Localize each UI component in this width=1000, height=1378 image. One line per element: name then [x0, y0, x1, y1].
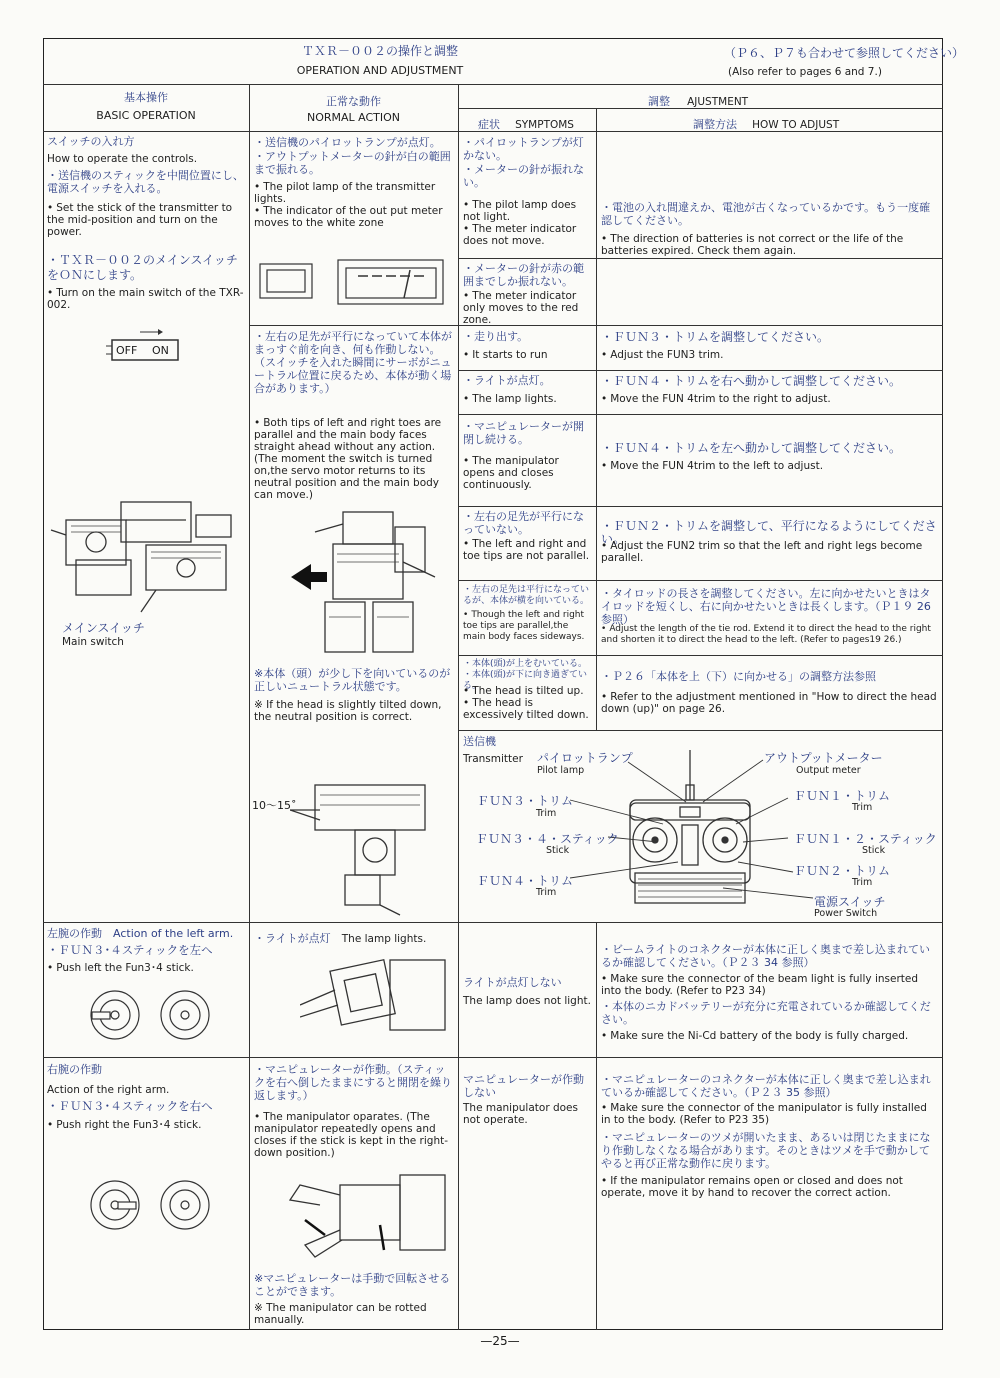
fun4-trim-label-jp: ＦＵＮ４・トリム [477, 874, 574, 888]
sym-toes-en: • The left and right and toe tips are not parallel. [463, 538, 593, 562]
output-meter-label-jp: アウトプットメーター [764, 751, 883, 765]
how-fun2-jp: ・ ＦＵＮ２・トリムを調整して、平行になるようにしてください。 [601, 520, 939, 546]
col-adjust-jp: 調整 [648, 95, 670, 108]
right-arm-step-jp: ・ ＦＵＮ３･４スティックを右へ [47, 1100, 247, 1113]
how-fun3-jp: ・ ＦＵＮ３・トリムを調整してください。 [601, 331, 939, 344]
rule [458, 580, 943, 581]
rule [458, 370, 943, 371]
rule [458, 84, 459, 1330]
sym-manip-cycle-en: • The manipulator opens and closes continuously. [463, 455, 593, 491]
left-arm-step-en: • Push left the Fun3･4 stick. [47, 962, 247, 974]
col-adjust-header [648, 90, 748, 109]
how-tierod-jp: ・ タイロッドの長さを調整してください。左に向かせたいときはタイロッドを短くし、右に向かせたいときは長くします。（Ｐ１９ 26 参照） [601, 587, 939, 626]
meter-figure [258, 258, 448, 308]
how-manip-connector-jp: ・ マニピュレーターのコネクターが本体に正しく奥まで差し込まれているか確認してください。（Ｐ２３ 35 参照） [601, 1073, 939, 1099]
right-arm-title-jp: 右腕の作動 [47, 1063, 102, 1076]
normal-lamp-jp: ライトが点灯 [265, 932, 331, 945]
normal-lamp-en: The lamp lights. [341, 933, 427, 945]
basic-switch-title-en: How to operate the controls. [47, 153, 198, 165]
angle-label: 10〜15˚ [252, 799, 297, 812]
normal-pilot-jp: ・ 送信機のパイロットランプが点灯。 [254, 136, 454, 149]
normal-note-manip-en: ※ The manipulator can be rotted manually. [254, 1302, 427, 1326]
col-normal-jp: 正常な動作 [326, 95, 381, 108]
fun2-trim-label-jp: ＦＵＮ２・トリム [794, 864, 891, 878]
main-switch-figure [100, 326, 190, 366]
robot-side-figure [290, 760, 450, 920]
normal-lamp [254, 927, 454, 946]
how-lamp-battery-en: • Make sure the Ni-Cd battery of the body is fully charged. [601, 1030, 939, 1042]
normal-note-head-en: ※ If the head is slightly tilted down, the neutral position is correct. [254, 699, 442, 723]
sym-lamp-on-jp: ・ ライトが点灯。 [463, 374, 593, 387]
sym-toes-jp: ・ 左右の足先が平行になっていない。 [463, 510, 593, 536]
main-switch-label-jp: メインスイッチ [62, 621, 145, 635]
col-symptoms-en: SYMPTOMS [515, 119, 574, 131]
rule [596, 922, 597, 1330]
fun1-trim-label-en: Trim [852, 802, 873, 813]
how-lamp-connector-jp: ・ ビームライトのコネクターが本体に正しく奥まで差し込まれているか確認してください。（Ｐ２３ 34 参照） [601, 943, 939, 969]
left-stick-figure [80, 985, 220, 1045]
basic-step1-en: • Set the stick of the transmitter to the mid-position and turn on the power. [47, 202, 247, 238]
sym-manip-off-en: The manipulator does not operate. [463, 1102, 578, 1126]
rule [458, 655, 943, 656]
col-adjust-en: AJUSTMENT [687, 96, 749, 108]
rule [458, 414, 943, 415]
sym-sideways-en: • Though the left and right toe tips are parallel,the main body faces sideways. [463, 610, 593, 643]
fun34-stick-label-en: Stick [546, 845, 570, 856]
how-lamp-battery-jp: ・ 本体のニカドバッテリーが充分に充電されているか確認してください。 [601, 1000, 939, 1026]
fun1-trim-label-jp: ＦＵＮ１・トリム [794, 789, 891, 803]
how-lamp-connector-en: • Make sure the connector of the beam light is fully inserted into the body. (Refer to P23 34) [601, 973, 939, 997]
how-battery-en: • The direction of batteries is not correct or the life of the batteries expired. Check them again. [601, 233, 939, 257]
sym-lamp-off-en: The lamp does not light. [463, 995, 591, 1007]
transmitter-title-jp: 送信機 [463, 735, 496, 748]
normal-note-manip-jp: ※マニピュレーターは手動で回転させることができます。 [254, 1272, 451, 1298]
fun12-stick-label-en: Stick [862, 845, 886, 856]
beam-light-figure [300, 945, 450, 1045]
col-symptoms-header [478, 113, 574, 132]
sym-head-up-en: • The head is tilted up. [463, 685, 593, 697]
rule [249, 325, 943, 326]
fun12-stick-label-jp: ＦＵＮ１・２・スティック [794, 832, 937, 846]
transmitter-title-en: Transmitter [463, 753, 523, 765]
output-meter-label-en: Output meter [796, 765, 861, 776]
sym-pilot-jp: ・ パイロットランプが灯かない。 [463, 136, 593, 162]
title-jp: ＴＸＲ－００２の操作と調整 [301, 44, 458, 58]
sym-lamp-on-en: • The lamp lights. [463, 393, 593, 405]
col-basic-jp: 基本操作 [124, 91, 168, 104]
col-how-header [693, 113, 839, 132]
left-arm-title: 左腕の作動 Action of the left arm. [47, 927, 234, 940]
sym-manip-off-jp: マニピュレーターが作動しない [463, 1073, 584, 1099]
rule [249, 84, 250, 1330]
page-number: —25— [480, 1334, 520, 1348]
sym-head-down-jp: ・ 本体(頭)が下に向き過ぎている。 [463, 670, 593, 692]
how-battery-jp: ・ 電池の入れ間違えか、電池が古くなっているかです。もう一度確認してください。 [601, 201, 939, 227]
robot-body-figure [46, 490, 246, 620]
fun34-stick-label-jp: ＦＵＮ３・４・スティック [476, 832, 619, 846]
pilot-lamp-label-en: Pilot lamp [537, 765, 585, 776]
switch-on-label: ON [152, 344, 169, 357]
sym-meter-en: • The meter indicator does not move. [463, 223, 593, 247]
col-how-en: HOW TO ADJUST [752, 119, 840, 131]
sym-meter-jp: ・ メーターの針が振れない。 [463, 163, 593, 189]
title-en: OPERATION AND ADJUSTMENT [296, 64, 464, 77]
rule [596, 108, 597, 730]
normal-manip-jp: ・ マニピュレーターが作動。（スティックを右へ倒したままにすると開閉を繰り返します。） [254, 1063, 454, 1102]
col-normal-en: NORMAL ACTION [306, 111, 401, 124]
rule [458, 258, 943, 259]
manipulator-figure [280, 1165, 450, 1265]
right-arm-title-en: Action of the right arm. [47, 1084, 170, 1096]
sym-red-zone-en: • The meter indicator only moves to the red zone. [463, 290, 593, 326]
sym-run-jp: ・ 走り出す。 [463, 330, 593, 343]
col-symptoms-jp: 症状 [478, 118, 500, 131]
basic-step1-jp: ・ 送信機のスティックを中間位置にし、電源スイッチを入れる。 [47, 169, 247, 195]
how-manip-claw-en: • If the manipulator remains open or closed and does not operate, move it by hand to recover the correct action. [601, 1175, 939, 1199]
how-head-en: • Refer to the adjustment mentioned in "How to direct the head down (up)" on page 26. [601, 691, 939, 715]
normal-neutral-jp: ・ 左右の足先が平行になっていて本体がまっすぐ前を向き、何も作動しない。（スイッチを入れた瞬間にサーボがニュートラル位置に戻るため、本体が動く場合があります。） [254, 330, 454, 395]
left-arm-step-jp: ・ ＦＵＮ３･４スティックを左へ [47, 944, 247, 957]
how-fun2-en: • Adjust the FUN2 trim so that the left and right legs become parallel. [601, 540, 939, 564]
how-tierod-en: • Adjust the length of the tie rod. Extend it to direct the head to the right and shorten it to direct the head to the left. (Refer to pages19 26.) [601, 624, 939, 646]
normal-meter-jp: ・ アウトプットメーターの針が白の範囲まで振れる。 [254, 150, 454, 176]
ref-jp: （Ｐ６、Ｐ７も合わせて参照してください） [724, 46, 965, 60]
power-switch-label-en: Power Switch [814, 908, 878, 919]
how-fun4-left-en: • Move the FUN 4trim to the left to adjust. [601, 460, 939, 472]
how-manip-claw-jp: ・ マニピュレーターのツメが開いたまま、あるいは閉じたままになり作動しなくなる場合があります。そのときはツメを手で動かしてやると再び正常な動作に戻ります。 [601, 1131, 939, 1170]
col-how-jp: 調整方法 [693, 118, 737, 131]
how-fun4-right-jp: ・ ＦＵＮ４・トリムを右へ動かして調整してください。 [601, 375, 939, 388]
main-switch-label-en: Main switch [62, 636, 124, 648]
sym-head-up-jp: ・ 本体(頭)が上をむいている。 [463, 659, 593, 670]
sym-lamp-off-jp: ライトが点灯しない [463, 976, 562, 989]
fun2-trim-label-en: Trim [852, 877, 873, 888]
normal-manip-en: • The manipulator oparates. (The manipulator repeatedly opens and closes if the stick is kept in the right-down position.) [254, 1111, 454, 1159]
rule [43, 922, 943, 923]
sym-red-zone-jp: ・ メーターの針が赤の範囲までしか振れない。 [463, 262, 593, 288]
col-basic-en: BASIC OPERATION [96, 109, 196, 122]
rule [43, 84, 943, 85]
ref-en: (Also refer to pages 6 and 7.) [728, 66, 882, 78]
switch-off-label: OFF [116, 344, 138, 357]
sym-run-en: • It starts to run [463, 349, 593, 361]
sym-pilot-en: • The pilot lamp does not light. [463, 199, 593, 223]
sym-head-down-en: • The head is excessively tilted down. [463, 697, 593, 721]
how-fun4-left-jp: ・ ＦＵＮ４・トリムを左へ動かして調整してください。 [601, 442, 939, 455]
right-arm-step-en: • Push right the Fun3･4 stick. [47, 1119, 247, 1131]
how-head-jp: ・ Ｐ２６「本体を上（下）に向かせる」の調整方法参照 [601, 670, 939, 683]
basic-step2-en: • Turn on the main switch of the TXR-002. [47, 287, 247, 311]
basic-switch-title-jp: スイッチの入れ方 [47, 135, 135, 148]
power-switch-label-jp: 電源スイッチ [814, 895, 886, 909]
how-fun3-en: • Adjust the FUN3 trim. [601, 349, 939, 361]
sym-manip-cycle-jp: ・ マニピュレーターが開閉し続ける。 [463, 420, 593, 446]
right-stick-figure [80, 1175, 220, 1235]
fun4-trim-label-en: Trim [536, 887, 557, 898]
normal-meter-en: • The indicator of the out put meter moves to the white zone [254, 205, 454, 229]
fun3-trim-label-en: Trim [536, 808, 557, 819]
how-manip-connector-en: • Make sure the connector of the manipulator is fully installed in to the body. (Refer to P23 35) [601, 1102, 939, 1126]
basic-step2-jp: ・ ＴＸＲ－００２のメインスイッチをＯＮにします。 [47, 253, 247, 283]
sym-sideways-jp: ・ 左右の足先は平行になっているが、本体が横を向いている。 [463, 585, 593, 607]
rule [458, 506, 943, 507]
normal-pilot-en: • The pilot lamp of the transmitter lights. [254, 181, 454, 205]
rule [43, 1057, 943, 1058]
pilot-lamp-label-jp: パイロットランプ [537, 751, 633, 765]
how-fun4-right-en: • Move the FUN 4trim to the right to adjust. [601, 393, 939, 405]
normal-note-head-jp: ※本体（頭）が少し下を向いているのが正しいニュートラル状態です。 [254, 667, 451, 693]
normal-neutral-en: • Both tips of left and right toes are parallel and the main body faces straight ahead without any action. (The moment the switch is turned on,the servo motor returns to its neutral position and the main body can move.) [254, 417, 454, 501]
fun3-trim-label-jp: ＦＵＮ３・トリム [477, 794, 574, 808]
robot-front-figure [285, 502, 445, 664]
